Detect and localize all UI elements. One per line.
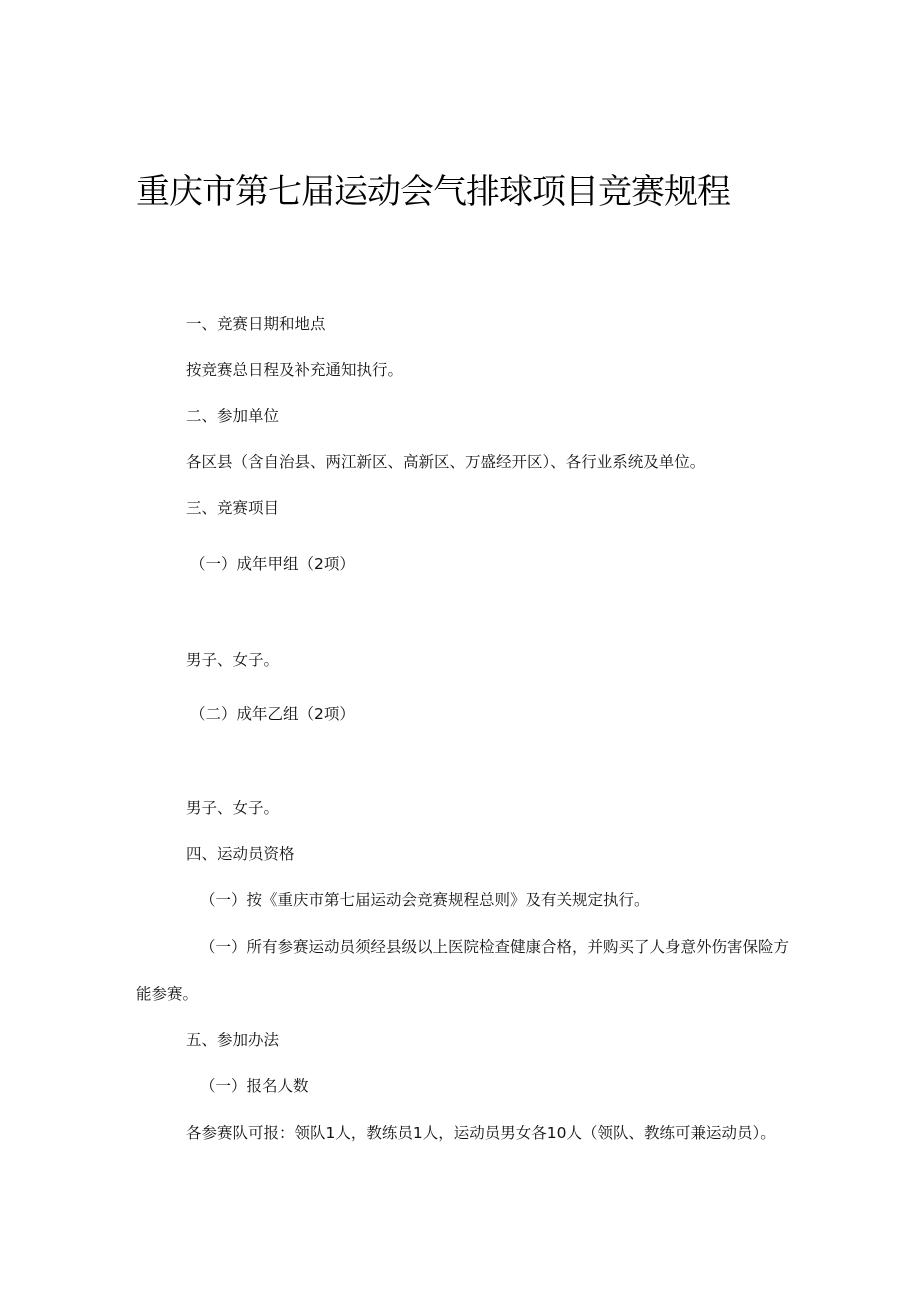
paragraph-continuation: 能参赛。 (136, 985, 199, 1003)
section-heading-5: 五、参加办法 (186, 1031, 280, 1049)
section-heading-3: 三、竞赛项目 (186, 499, 280, 517)
subsection-heading: （二）成年乙组（2项） (190, 705, 355, 723)
subsection-heading: （一）报名人数 (200, 1077, 309, 1095)
paragraph: （一）所有参赛运动员须经县级以上医院检查健康合格，并购买了人身意外伤害保险方 (200, 938, 790, 956)
paragraph: 各参赛队可报：领队1人，教练员1人，运动员男女各10人（领队、教练可兼运动员）。 (186, 1124, 776, 1142)
subsection-heading: （一）成年甲组（2项） (190, 555, 355, 573)
paragraph: （一）按《重庆市第七届运动会竞赛规程总则》及有关规定执行。 (200, 891, 650, 909)
section-heading-2: 二、参加单位 (186, 407, 280, 425)
paragraph: 男子、女子。 (186, 799, 280, 817)
section-heading-4: 四、运动员资格 (186, 845, 295, 863)
document-title: 重庆市第七届运动会气排球项目竞赛规程 (136, 172, 730, 212)
paragraph: 按竞赛总日程及补充通知执行。 (186, 361, 404, 379)
paragraph: 男子、女子。 (186, 651, 280, 669)
paragraph: 各区县（含自治县、两江新区、高新区、万盛经开区）、各行业系统及单位。 (186, 453, 706, 471)
section-heading-1: 一、竞赛日期和地点 (186, 315, 326, 333)
